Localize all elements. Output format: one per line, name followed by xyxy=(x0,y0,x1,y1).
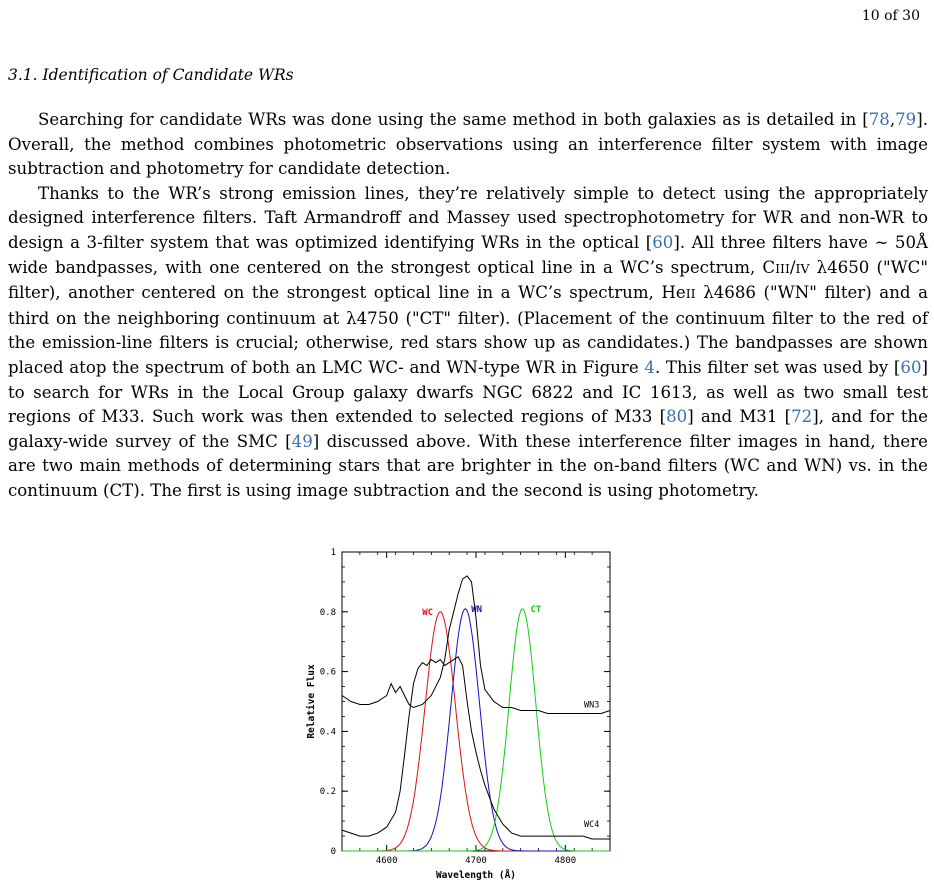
citation-link[interactable]: 72 xyxy=(791,407,813,427)
paragraph-2: Thanks to the WR’s strong emission lines, they’re relatively simple to detect using the appropriately designed interference filters. Taft Armandroff and Massey used spectrophotometry for WR and non-WR to design a 3-filter system that was optimized identifying WRs in the optical [60]. All three filters have ∼ 50Å wide bandpasses, with one centered on the strongest optical line in a WC’s spectrum, CIII/IV λ4650 ("WC" filter), another centered on the strongest optical line in a WC’s spectrum, HeII λ4686 ("WN" filter) and a third on the neighboring continuum at λ4750 ("CT" filter). (Placement of the continuum filter to the red of the emission-line filters is crucial; otherwise, red stars show up as candidates.) The bandpasses are shown placed atop the spectrum of both an LMC WC- and WN-type WR in Figure 4. This filter set was used by [60] to search for WRs in the Local Group galaxy dwarfs NGC 6822 and IC 1613, as well as two small test regions of M33. Such work was then extended to selected regions of M33 [80] and M31 [72], and for the galaxy-wide survey of the SMC [49] discussed above. With these interference filter images in hand, there are two main methods of determining stars that are brighter in the on-band filters (WC and WN) vs. in the continuum (CT). The first is using image subtraction and the second is using photometry. xyxy=(8,183,928,500)
citation-link[interactable]: 60 xyxy=(652,232,674,252)
y-tick-label: 0.8 xyxy=(319,607,336,618)
filter-label-ct: CT xyxy=(530,604,542,615)
figure-4 xyxy=(300,540,630,887)
section-heading: 3.1. Identification of Candidate WRs xyxy=(8,66,294,84)
spectrum-line-wn3 xyxy=(342,576,610,714)
citation-link[interactable]: 49 xyxy=(291,431,313,451)
small-caps-text: IV xyxy=(795,260,810,276)
filter-label-wn: WN xyxy=(471,604,483,615)
spectrum-line-wc4 xyxy=(342,657,610,839)
x-tick-label: 4700 xyxy=(465,856,487,866)
citation-link[interactable]: 79 xyxy=(895,110,917,129)
y-tick-label: 1 xyxy=(330,548,336,558)
y-tick-label: 0.6 xyxy=(319,667,336,678)
paragraph-1: Searching for candidate WRs was done using the same method in both galaxies as is detailed in [78,79]. Overall, the method combines photometric observations using an interference filter system with image subtraction and photometry for candidate detection. xyxy=(8,110,928,179)
filter-curve-wn xyxy=(342,609,610,851)
filter-label-wc: WC xyxy=(422,607,434,618)
page-number: 10 of 30 xyxy=(861,8,920,24)
filter-curve-ct xyxy=(342,609,610,851)
x-axis-label: Wavelength (Å) xyxy=(435,870,517,881)
x-tick-label: 4600 xyxy=(375,856,398,866)
citation-link[interactable]: 80 xyxy=(666,407,688,427)
small-caps-text: II xyxy=(685,286,696,302)
y-tick-label: 0.2 xyxy=(319,787,336,798)
citation-link[interactable]: 60 xyxy=(900,357,922,377)
y-axis-label: Relative Flux xyxy=(306,664,317,739)
filter-spectrum-chart xyxy=(300,540,630,887)
y-tick-label: 0 xyxy=(330,847,336,857)
figure-link[interactable]: 4 xyxy=(644,357,655,377)
citation-link[interactable]: 78 xyxy=(868,110,890,129)
body-text xyxy=(8,108,928,504)
filter-curve-wc xyxy=(342,612,610,851)
series-label-wc4: WC4 xyxy=(584,820,600,831)
y-tick-label: 0.4 xyxy=(319,727,336,738)
small-caps-text: III xyxy=(775,260,790,276)
series-label-wn3: WN3 xyxy=(584,700,600,711)
x-tick-label: 4800 xyxy=(554,856,577,866)
plot-frame xyxy=(342,552,610,851)
